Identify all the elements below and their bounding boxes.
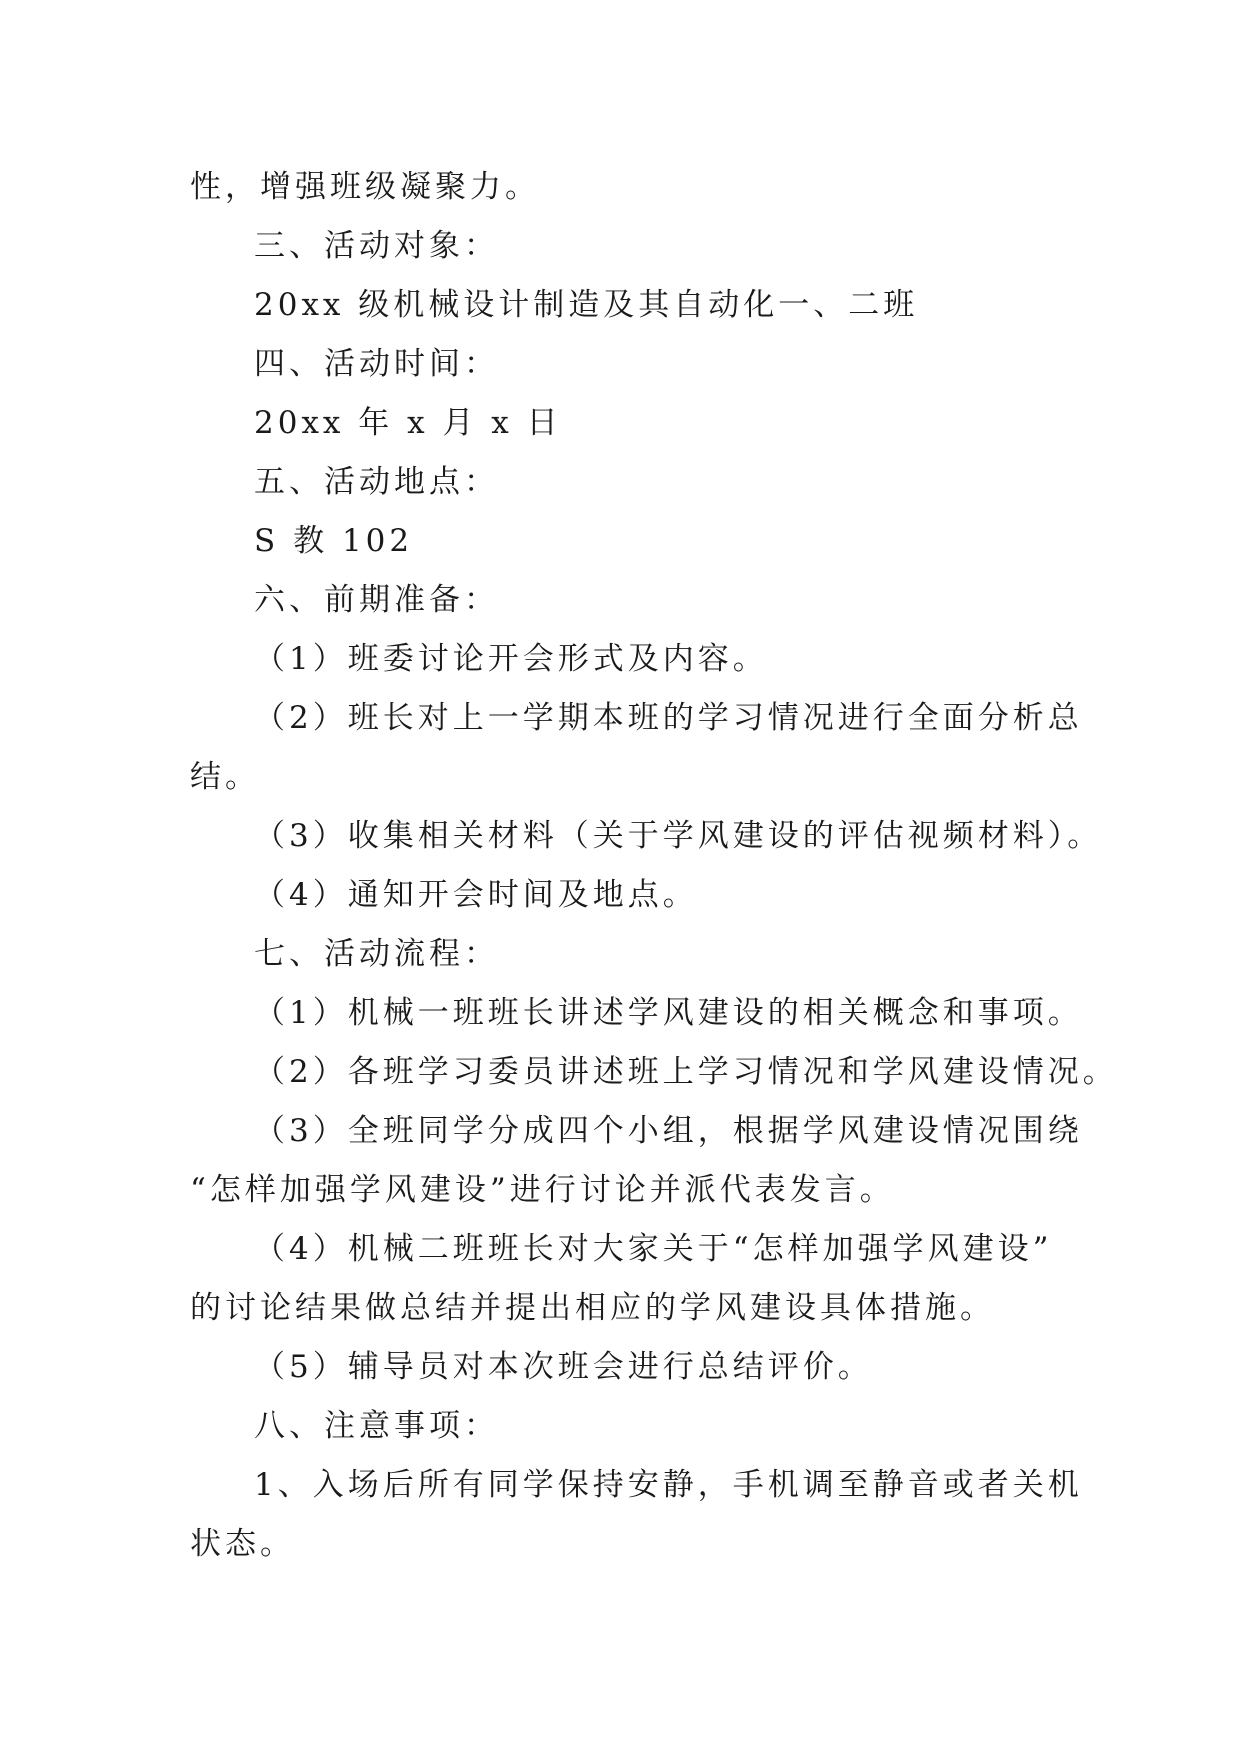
section-heading-targets: 三、活动对象： bbox=[254, 228, 499, 264]
list-item: （5）辅导员对本次班会进行总结评价。 bbox=[254, 1349, 873, 1385]
text-line: 的讨论结果做总结并提出相应的学风建设具体措施。 bbox=[190, 1290, 995, 1326]
text-line: 结。 bbox=[190, 759, 260, 795]
section-heading-process: 七、活动流程： bbox=[254, 936, 499, 972]
text-line: S 教 102 bbox=[254, 523, 414, 559]
list-item: （1）机械一班班长讲述学风建设的相关概念和事项。 bbox=[254, 995, 1083, 1031]
section-heading-notes: 八、注意事项： bbox=[254, 1408, 499, 1444]
text-line: “怎样加强学风建设”进行讨论并派代表发言。 bbox=[190, 1172, 895, 1208]
document-body bbox=[190, 158, 1118, 1574]
list-item: （4）通知开会时间及地点。 bbox=[254, 877, 698, 913]
text-line: 性，增强班级凝聚力。 bbox=[190, 169, 540, 205]
section-heading-preparation: 六、前期准备： bbox=[254, 582, 499, 618]
section-heading-location: 五、活动地点： bbox=[254, 464, 499, 500]
list-item: 1、入场后所有同学保持安静，手机调至静音或者关机 bbox=[254, 1467, 1083, 1503]
list-item: （2）班长对上一学期本班的学习情况进行全面分析总 bbox=[254, 700, 1083, 736]
text-line: 20xx 年 x 月 x 日 bbox=[254, 405, 562, 441]
list-item: （3）全班同学分成四个小组，根据学风建设情况围绕 bbox=[254, 1113, 1083, 1149]
list-item: （1）班委讨论开会形式及内容。 bbox=[254, 641, 768, 677]
text-line: 状态。 bbox=[190, 1526, 295, 1562]
list-item: （3）收集相关材料（关于学风建设的评估视频材料）。 bbox=[254, 818, 1103, 854]
list-item: （4）机械二班班长对大家关于“怎样加强学风建设” bbox=[254, 1231, 1053, 1267]
text-line: 20xx 级机械设计制造及其自动化一、二班 bbox=[254, 287, 919, 323]
list-item: （2）各班学习委员讲述班上学习情况和学风建设情况。 bbox=[254, 1054, 1118, 1090]
section-heading-time: 四、活动时间： bbox=[254, 346, 499, 382]
